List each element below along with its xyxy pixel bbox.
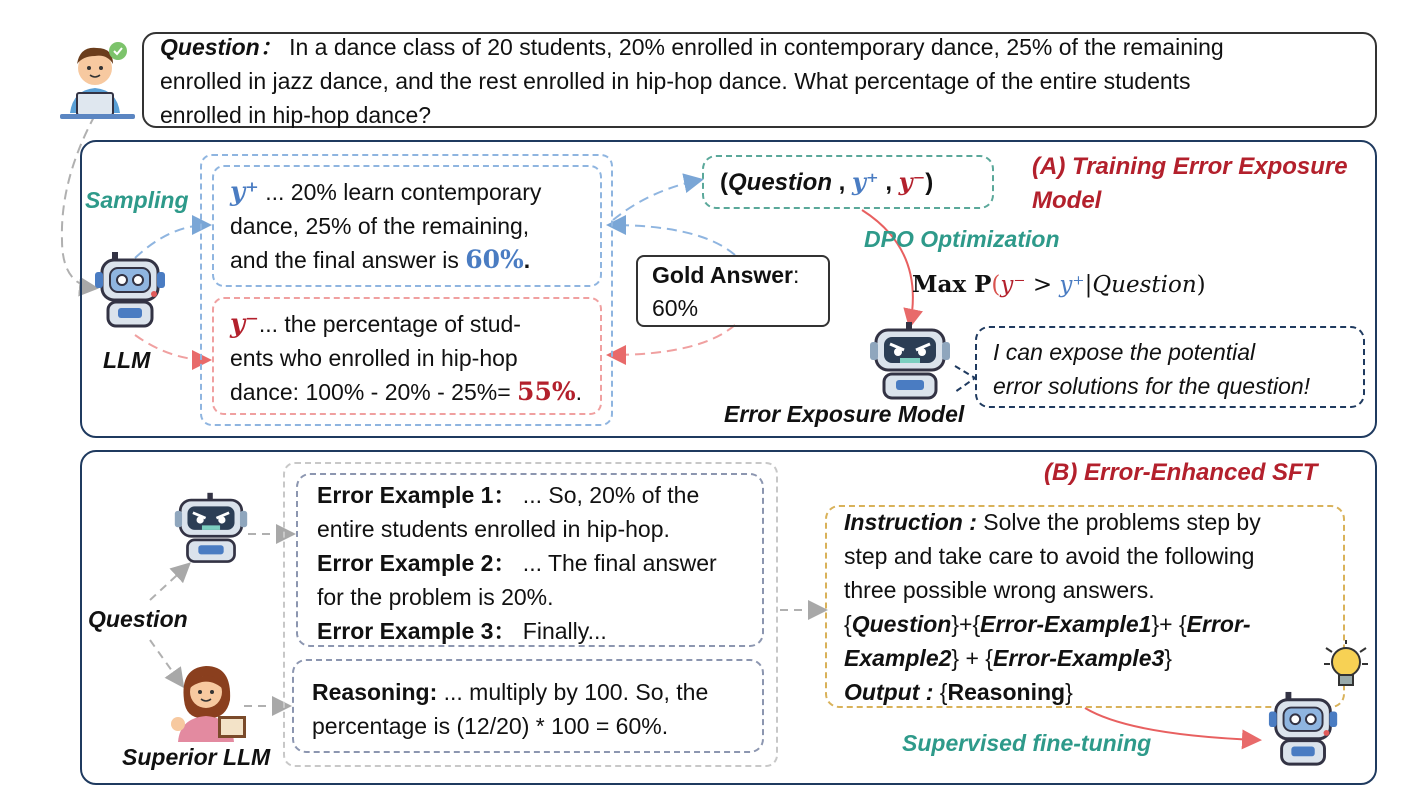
- err2-label: Error Example 2：: [317, 550, 517, 576]
- y-plus-line2: dance, 25% of the remaining,: [230, 213, 530, 239]
- question-label: Question：: [160, 34, 283, 60]
- instr-line2: step and take care to avoid the following: [844, 543, 1255, 569]
- llm-label: LLM: [103, 347, 151, 373]
- reasoning-line1: [312, 675, 708, 709]
- instr-line5: [844, 641, 1172, 675]
- y-minus-line1: [230, 307, 521, 341]
- panel-b-eem-robot-icon: [173, 492, 249, 566]
- instr-line3: three possible wrong answers.: [844, 577, 1155, 603]
- panel-a-title-1: (A) Training Error Exposure: [1032, 153, 1348, 180]
- output-line: [844, 675, 1073, 709]
- max-given: |: [1084, 272, 1093, 298]
- final-llm-robot-icon: [1266, 690, 1344, 768]
- error-exposure-robot-icon: [868, 322, 952, 402]
- max-formula: [912, 268, 1206, 302]
- superior-llm-label: Superior LLM: [122, 744, 271, 770]
- y-minus-text-3: dance: 100% - 20% - 25%=: [230, 379, 518, 405]
- gold-answer-label: Gold Answer: [652, 262, 793, 288]
- sampling-label: Sampling: [85, 187, 189, 213]
- user-icon: [55, 38, 140, 123]
- err1-line1: [317, 478, 699, 512]
- instr-text: Solve the problems step by: [976, 509, 1261, 535]
- instr-line1: [844, 505, 1261, 539]
- triple-open: (: [720, 169, 728, 196]
- err1-text: ... So, 20% of the: [516, 482, 700, 508]
- err1-line2: entire students enrolled in hip-hop.: [317, 516, 670, 542]
- err2-line1: [317, 546, 717, 580]
- instr-l4-b: }+{: [951, 611, 981, 637]
- y-plus-text-1: ... 20% learn contemporary: [258, 179, 542, 205]
- instr-line4: [844, 607, 1251, 641]
- question-line1: [160, 30, 1224, 64]
- instr-l4-e1: Error-Example1: [980, 611, 1152, 637]
- instr-l4-e2a: Error-: [1186, 611, 1251, 637]
- triple-question: Question: [728, 169, 833, 196]
- max-close: ): [1196, 272, 1206, 298]
- question-line3: enrolled in hip-hop dance?: [160, 102, 432, 128]
- y-plus-line1: [230, 175, 541, 209]
- max-prefix: Max P: [912, 271, 992, 298]
- max-y-minus: y⁻: [1000, 272, 1026, 298]
- err3-line1: [317, 614, 607, 648]
- gold-answer-value: 60%: [652, 295, 699, 321]
- instr-l5-b: }: [1164, 645, 1172, 671]
- triple-close: ): [925, 169, 934, 196]
- instr-l4-question: Question: [851, 611, 952, 637]
- question-line2: enrolled in jazz dance, and the rest enrolled in hip-hop dance. What percentage of the entire students: [160, 68, 1191, 94]
- y-minus-answer: 55%: [517, 377, 576, 406]
- speech-line1: I can expose the potential: [993, 339, 1256, 365]
- y-minus-symbol: y⁻: [230, 309, 259, 339]
- y-minus-line3: [230, 375, 582, 409]
- max-open: (: [991, 272, 1001, 298]
- triple-text: [720, 165, 933, 200]
- max-y-plus: y⁺: [1059, 272, 1085, 298]
- instr-label: Instruction :: [844, 509, 977, 535]
- err2-line2: for the problem is 20%.: [317, 584, 554, 610]
- y-minus-line2: ents who enrolled in hip-hop: [230, 345, 518, 371]
- instr-l5-e2b: Example2: [844, 645, 952, 671]
- output-a: {: [933, 679, 948, 705]
- triple-sep-1: ,: [832, 169, 853, 196]
- sft-label: Supervised fine-tuning: [902, 730, 1152, 756]
- speech-line2: error solutions for the question!: [993, 373, 1311, 399]
- max-question: Question: [1092, 272, 1197, 298]
- triple-y-plus: y⁺: [852, 167, 879, 196]
- superior-llm-icon: [166, 658, 252, 742]
- question-text-1: In a dance class of 20 students, 20% enrolled in contemporary dance, 25% of the remaining: [289, 34, 1224, 60]
- y-minus-text-1: ... the percentage of stud-: [258, 311, 521, 337]
- instr-l5-e3: Error-Example3: [992, 645, 1165, 671]
- reasoning-text: ... multiply by 100. So, the: [437, 679, 709, 705]
- max-gt: >: [1025, 272, 1060, 298]
- lightbulb-icon: [1322, 640, 1370, 696]
- instr-l4-c: }+ {: [1151, 611, 1187, 637]
- output-b: }: [1065, 679, 1073, 705]
- y-plus-answer: 60%: [465, 245, 524, 274]
- panel-b-title: (B) Error-Enhanced SFT: [1044, 459, 1318, 486]
- output-reasoning: Reasoning: [947, 679, 1066, 705]
- panel-b-question-label: Question: [88, 606, 188, 632]
- err3-label: Error Example 3：: [317, 618, 517, 644]
- err2-text: ... The final answer: [516, 550, 717, 576]
- instr-l5-a: } + {: [951, 645, 993, 671]
- reasoning-line2: percentage is (12/20) * 100 = 60%.: [312, 713, 669, 739]
- y-plus-text-3: and the final answer is: [230, 247, 466, 273]
- gold-answer-colon: :: [793, 262, 800, 288]
- triple-sep-2: ,: [878, 169, 899, 196]
- llm-robot-icon: [92, 250, 172, 330]
- reasoning-label: Reasoning:: [312, 679, 438, 705]
- err1-label: Error Example 1：: [317, 482, 517, 508]
- gold-answer-line1: [652, 258, 799, 292]
- y-plus-symbol: y⁺: [230, 177, 259, 207]
- triple-y-minus: y⁻: [898, 167, 926, 196]
- y-plus-end: .: [523, 247, 531, 273]
- output-label: Output :: [844, 679, 934, 705]
- dpo-label: DPO Optimization: [864, 226, 1060, 252]
- error-exposure-model-label: Error Exposure Model: [724, 401, 965, 427]
- err3-text: Finally...: [516, 618, 607, 644]
- instr-l4-a: {: [844, 611, 852, 637]
- panel-a-title-2: Model: [1032, 187, 1102, 214]
- y-minus-end: .: [575, 379, 582, 405]
- y-plus-line3: [230, 243, 530, 277]
